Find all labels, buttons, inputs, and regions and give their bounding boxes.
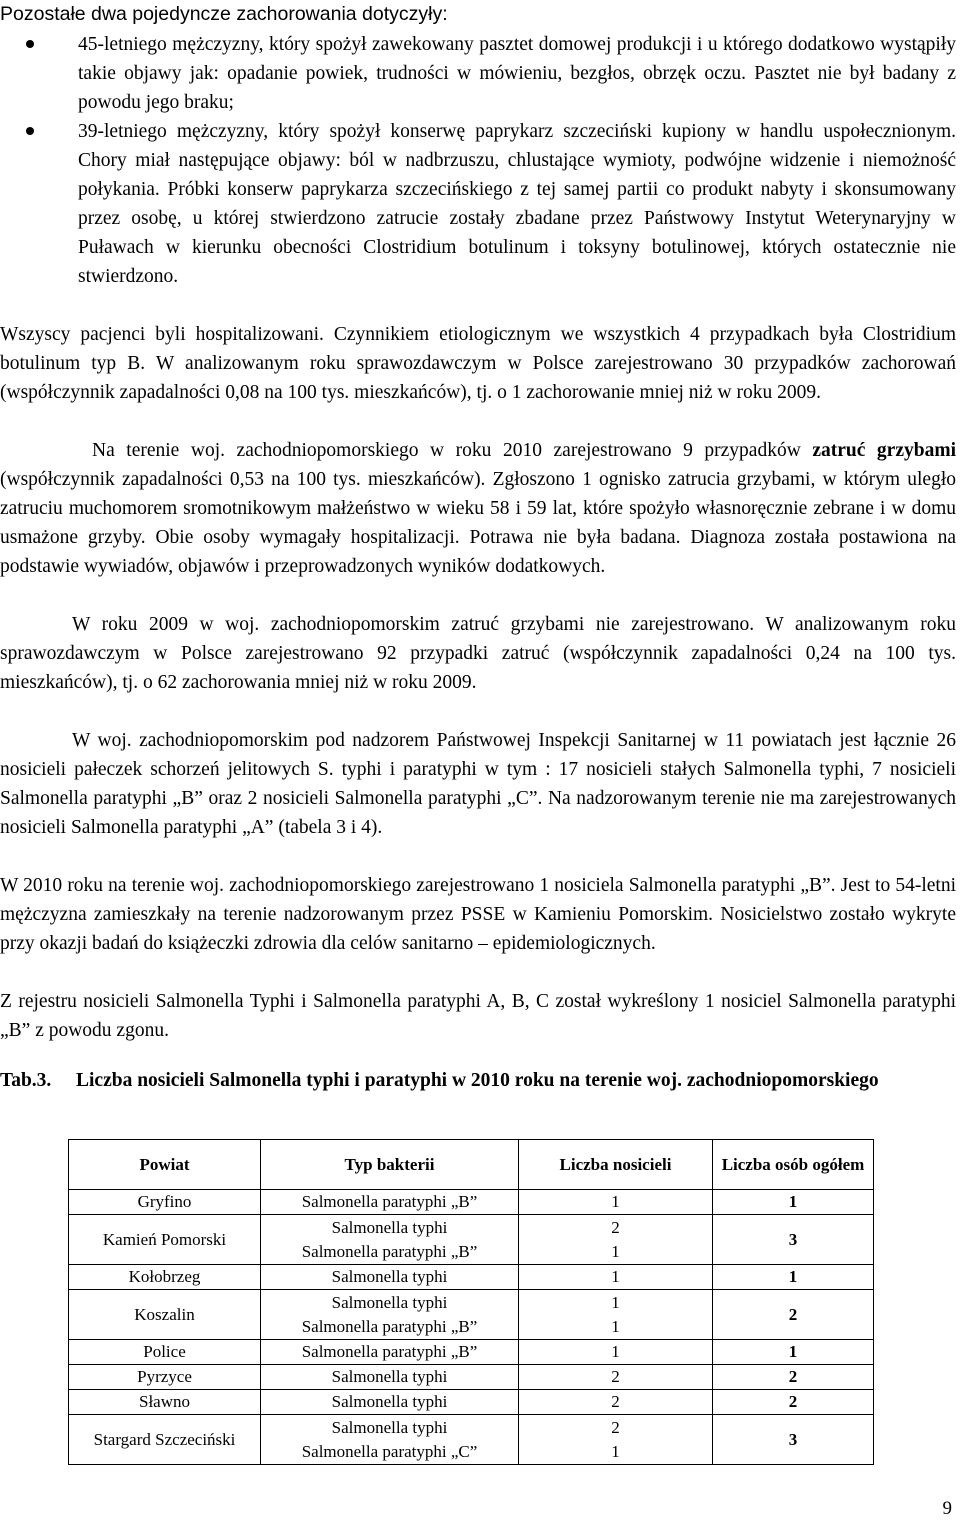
carriers-table	[68, 1139, 874, 1465]
table-caption-label: Tab.3.	[0, 1070, 52, 1091]
paragraph-carriers: W woj. zachodniopomorskim pod nadzorem Państwowej Inspekcji Sanitarnej w 11 powiatach jest łącznie 26 nosicieli pałeczek schorzeń jelitowych S. typhi i paratyphi w tym : 17 nosicieli stałych Salmonella typhi, 7 nosicieli Salmonella paratyphi „B” oraz 2 nosicieli Salmonella paratyphi „C”. Na nadzorowanym terenie nie ma zarejestrowanych nosicieli Salmonella paratyphi „A” (tabela 3 i 4).	[0, 730, 956, 838]
header-typ-bakterii: Typ bakterii	[261, 1140, 519, 1190]
intro-line: Pozostałe dwa pojedyncze zachorowania dotyczyły:	[0, 3, 448, 25]
header-liczba-nosicieli: Liczba nosicieli	[519, 1140, 713, 1190]
table-row: Kołobrzeg Salmonella typhi 1 1	[69, 1265, 874, 1290]
table-caption	[0, 1066, 956, 1095]
bullet-item: 45-letniego mężczyzny, który spożył zawekowany pasztet domowej produkcji i u którego dodatkowo wystąpiły takie objawy jak: opadanie powiek, trudności w mówieniu, bezgłos, obrzęk oczu. Pasztet nie był badany z powodu jego braku;	[0, 30, 956, 117]
header-powiat: Powiat	[69, 1140, 261, 1190]
bullet-item: 39-letniego mężczyzny, który spożył konserwę paprykarz szczeciński kupiony w handlu uspołecznionym. Chory miał następujące objawy: ból w nadbrzuszu, chlustające wymioty, podwójne widzenie i niemożność połykania. Próbki konserw paprykarza szczecińskiego z tej samej partii co produkt nabyty i skonsumowany przez osobę, u której stwierdzono zatrucie zostały zbadane przez Państwowy Instytut Weterynaryjny w Puławach w kierunku obecności Clostridium botulinum i toksyny botulinowej, których ostatecznie nie stwierdzono.	[0, 117, 956, 291]
paragraph-new-carrier: W 2010 roku na terenie woj. zachodniopomorskiego zarejestrowano 1 nosiciela Salmonella paratyphi „B”. Jest to 54-letni mężczyzna zamieszkały na terenie nadzorowanym przez PSSE w Kamieniu Pomorskim. Nosicielstwo zostało wykryte przy okazji badań do książeczki zdrowia dla celów sanitarno – epidemiologicznych.	[0, 875, 956, 954]
table-row: Koszalin Salmonella typhi Salmonella paratyphi „B” 1 1 2	[69, 1290, 874, 1340]
bold-term: zatruć grzybami	[812, 440, 956, 461]
paragraph-mushroom-poisoning: Na terenie woj. zachodniopomorskiego w roku 2010 zarejestrowano 9 przypadków zatruć grzybami (współczynnik zapadalności 0,53 na 100 tys. mieszkańców). Zgłoszono 1 ognisko zatrucia grzybami, w którym uległo zatruciu muchomorem sromotnikowym małżeństwo w wieku 58 i 59 lat, które spożyło własnoręcznie zebrane i w domu usmażone grzyby. Obie osoby wymagały hospitalizacji. Potrawa nie była badana. Diagnoza została postawiona na podstawie wywiadów, objawów i przeprowadzonych wyników dodatkowych.	[0, 440, 956, 577]
table-row: Kamień Pomorski Salmonella typhi Salmonella paratyphi „B” 2 1 3	[69, 1215, 874, 1265]
table-row: Pyrzyce Salmonella typhi 2 2	[69, 1365, 874, 1390]
table-header-row	[69, 1140, 874, 1190]
header-liczba-osob: Liczba osób ogółem	[713, 1140, 874, 1190]
bullet-dot-icon	[26, 40, 34, 48]
table-row: Gryfino Salmonella paratyphi „B” 1 1	[69, 1190, 874, 1215]
table-caption-text: Liczba nosicieli Salmonella typhi i paratyphi w 2010 roku na terenie woj. zachodniopomorskiego	[76, 1070, 879, 1091]
paragraph-botulism-summary: Wszyscy pacjenci byli hospitalizowani. Czynnikiem etiologicznym we wszystkich 4 przypadkach była Clostridium botulinum typ B. W analizowanym roku sprawozdawczym w Polsce zarejestrowano 30 przypadków zachorowań (współczynnik zapadalności 0,08 na 100 tys. mieszkańców), tj. o 1 zachorowanie mniej niż w roku 2009.	[0, 324, 956, 403]
table-row: Police Salmonella paratyphi „B” 1 1	[69, 1340, 874, 1365]
table-row: Stargard Szczeciński Salmonella typhi Salmonella paratyphi „C” 2 1 3	[69, 1415, 874, 1465]
paragraph-mushroom-2009: W roku 2009 w woj. zachodniopomorskim zatruć grzybami nie zarejestrowano. W analizowanym roku sprawozdawczym w Polsce zarejestrowano 92 przypadki zatruć (współczynnik zapadalności 0,24 na 100 tys. mieszkańców), tj. o 62 zachorowania mniej niż w roku 2009.	[0, 614, 956, 693]
paragraph-register: Z rejestru nosicieli Salmonella Typhi i Salmonella paratyphi A, B, C został wykreślony 1 nosiciel Salmonella paratyphi „B” z powodu zgonu.	[0, 991, 956, 1041]
bullet-list	[0, 30, 956, 291]
bullet-dot-icon	[26, 127, 34, 135]
page-number: 9	[942, 1498, 952, 1519]
table-row: Sławno Salmonella typhi 2 2	[69, 1390, 874, 1415]
